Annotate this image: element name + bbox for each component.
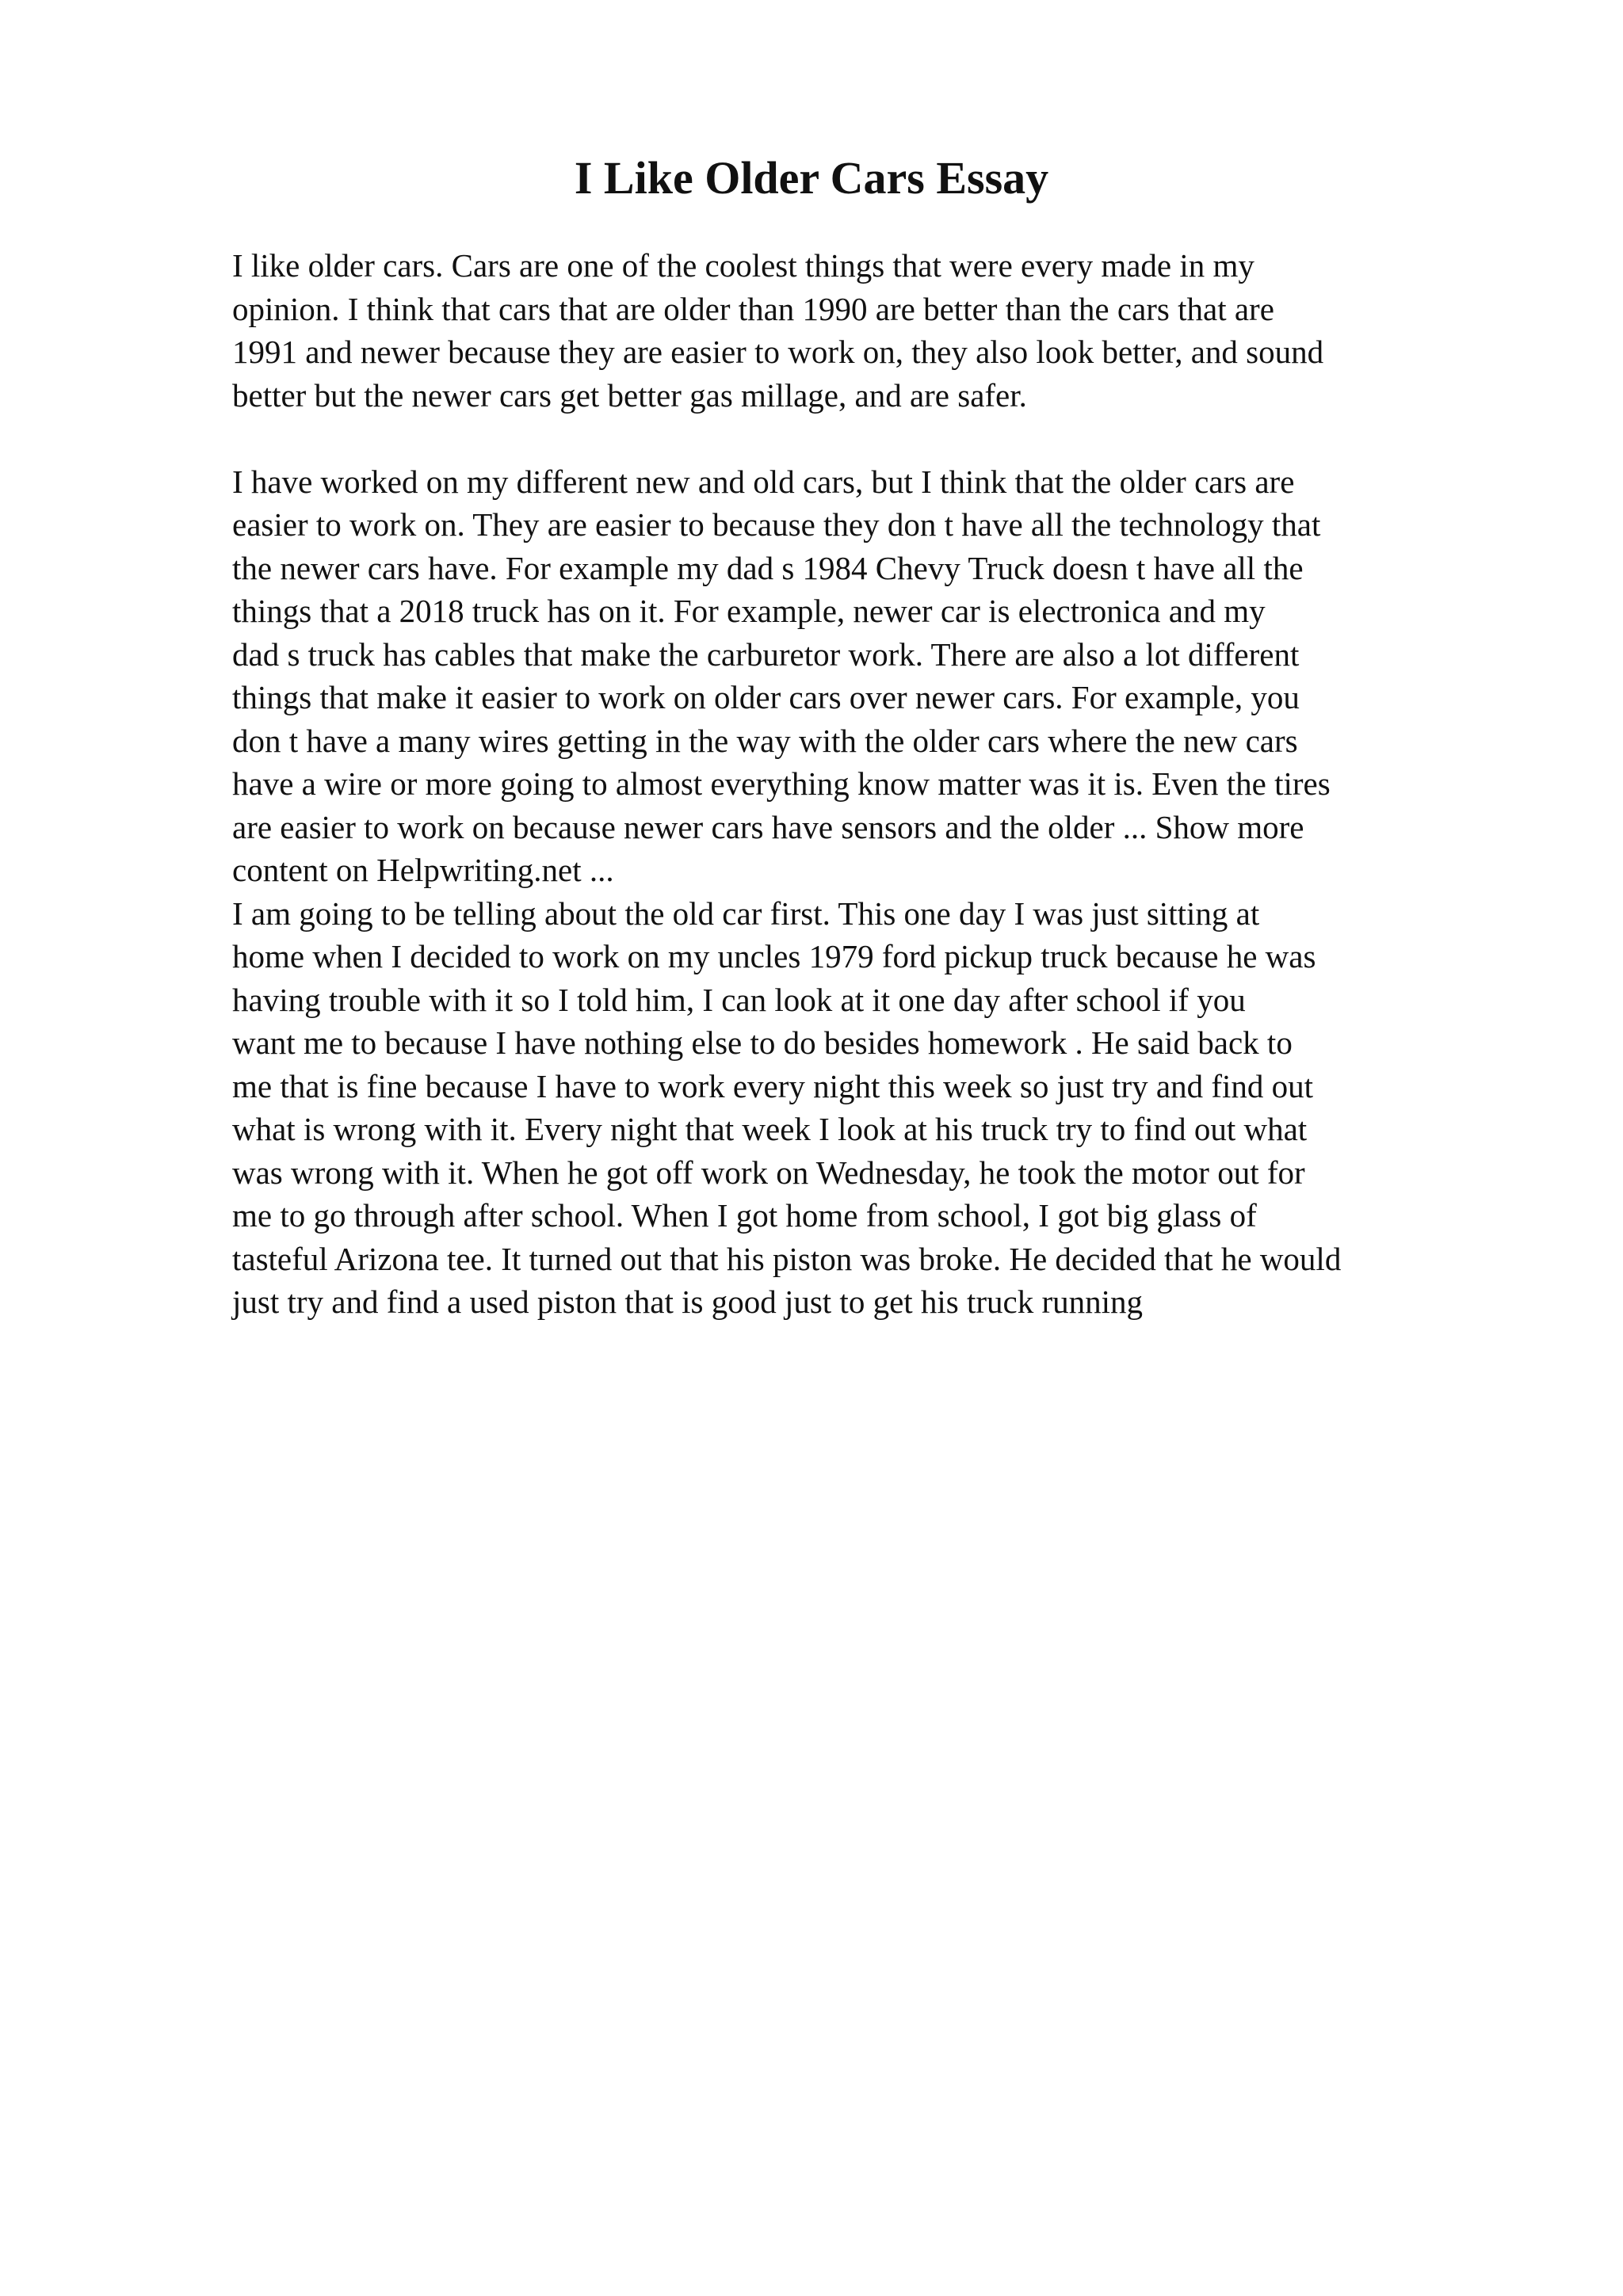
- text-line: I have worked on my different new and old cars, but I think that the older cars are: [232, 463, 1295, 500]
- text-line: was wrong with it. When he got off work on Wednesday, he took the motor out for: [232, 1154, 1305, 1191]
- paragraph-working-on-cars: [232, 460, 1516, 892]
- text-line: the newer cars have. For example my dad s 1984 Chevy Truck doesn t have all the: [232, 549, 1304, 586]
- text-line: 1991 and newer because they are easier to work on, they also look better, and sound: [232, 334, 1324, 370]
- text-line: things that a 2018 truck has on it. For example, newer car is electronica and my: [232, 593, 1266, 629]
- text-line: home when I decided to work on my uncles 1979 ford pickup truck because he was: [232, 938, 1316, 974]
- text-line: are easier to work on because newer cars have sensors and the older ... Show more: [232, 808, 1304, 845]
- text-line: better but the newer cars get better gas millage, and are safer.: [232, 376, 1027, 414]
- text-line: me that is fine because I have to work every night this week so just try and find out: [232, 1067, 1314, 1104]
- paragraph-gap: [232, 417, 1516, 460]
- paragraph-old-car-story: [232, 892, 1516, 1324]
- document-title: I Like Older Cars Essay: [574, 152, 1049, 204]
- paragraph-intro: [232, 244, 1516, 417]
- text-line: don t have a many wires getting in the way with the older cars where the new cars: [232, 722, 1298, 759]
- text-line: opinion. I think that cars that are older than 1990 are better than the cars that are: [232, 290, 1274, 327]
- text-line: what is wrong with it. Every night that week I look at his truck try to find out what: [232, 1111, 1308, 1147]
- text-line: I am going to be telling about the old car first. This one day I was just sitting at: [232, 894, 1260, 932]
- text-line: tasteful Arizona tee. It turned out that his piston was broke. He decided that he would: [232, 1240, 1342, 1277]
- text-line: dad s truck has cables that make the carburetor work. There are also a lot different: [232, 635, 1300, 673]
- text-line: things that make it easier to work on older cars over newer cars. For example, you: [232, 679, 1300, 715]
- text-line: content on Helpwriting.net ...: [232, 852, 614, 888]
- text-line: want me to because I have nothing else to do besides homework . He said back to: [232, 1024, 1293, 1061]
- text-line: having trouble with it so I told him, I can look at it one day after school if you: [232, 981, 1246, 1018]
- document-body: [232, 244, 1516, 1324]
- text-line: easier to work on. They are easier to because they don t have all the technology that: [232, 506, 1321, 543]
- text-line: me to go through after school. When I got home from school, I got big glass of: [232, 1197, 1257, 1234]
- text-line: just try and find a used piston that is good just to get his truck running: [232, 1283, 1144, 1320]
- text-line: have a wire or more going to almost everything know matter was it is. Even the tires: [232, 765, 1331, 802]
- text-line: I like older cars. Cars are one of the coolest things that were every made in my: [232, 247, 1254, 284]
